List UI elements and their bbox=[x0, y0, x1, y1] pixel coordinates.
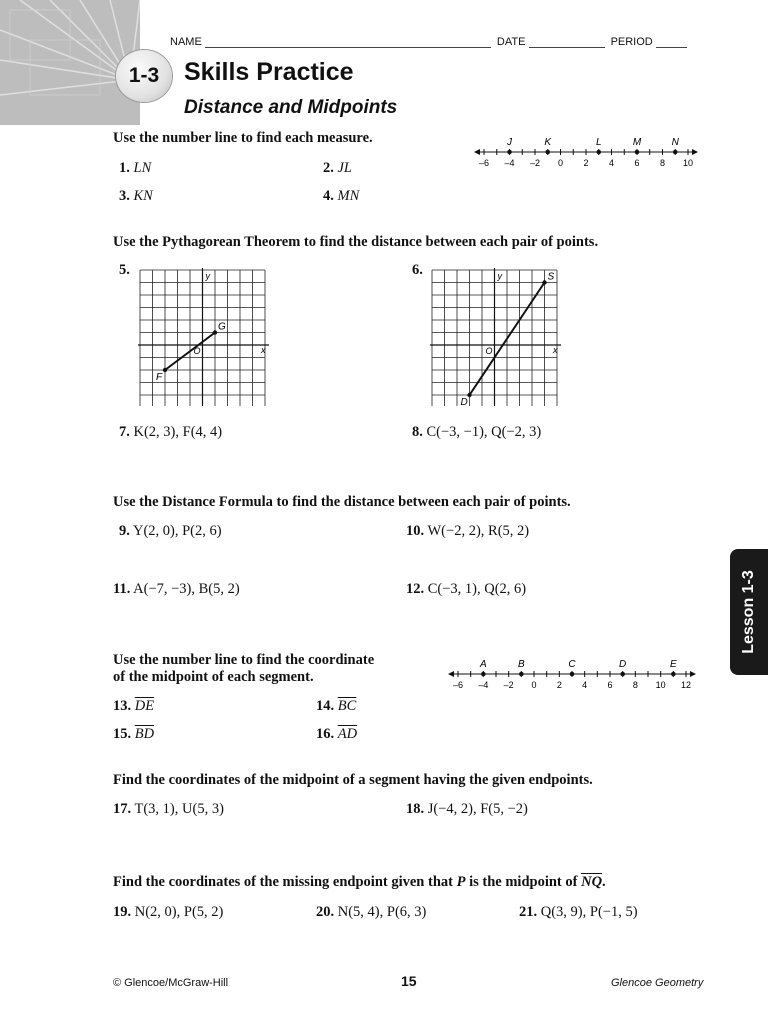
g5-origin-label: O bbox=[193, 346, 201, 356]
footer-book-title: Glencoe Geometry bbox=[611, 977, 704, 989]
problem-12: 12. C(−3, 1), Q(2, 6) bbox=[406, 581, 527, 597]
number-line-2 bbox=[446, 652, 706, 700]
g5-point-G bbox=[213, 330, 217, 334]
problem-9: 9. Y(2, 0), P(2, 6) bbox=[119, 523, 222, 539]
section4-instruction-line2: of the midpoint of each segment. bbox=[113, 669, 314, 685]
graph6-number: 6. bbox=[412, 262, 423, 278]
nl2-tick-label: 10 bbox=[655, 680, 666, 690]
g5-x-label: x bbox=[261, 345, 266, 355]
problem-7: 7. K(2, 3), F(4, 4) bbox=[119, 424, 223, 440]
problem-8: 8. C(−3, −1), Q(−2, 3) bbox=[412, 424, 542, 440]
nl1-point-label: J bbox=[507, 137, 512, 148]
nl2-tick-label: –4 bbox=[478, 680, 489, 690]
name-label: NAME bbox=[170, 36, 202, 48]
nl2-tick-label: 0 bbox=[531, 680, 537, 690]
g6-point-label: S bbox=[547, 271, 555, 283]
nl2-tick-label: 12 bbox=[680, 680, 692, 690]
g6-point-label: D bbox=[460, 397, 468, 406]
nl2-point-C bbox=[570, 672, 575, 677]
problem-1: 1. LN bbox=[119, 160, 152, 176]
g5-point-F bbox=[163, 368, 167, 372]
graph5-number: 5. bbox=[119, 262, 130, 278]
page-subtitle: Distance and Midpoints bbox=[184, 97, 398, 118]
g5-point-label: G bbox=[218, 321, 226, 333]
period-label: PERIOD bbox=[610, 36, 653, 48]
nl1-tick-label: 6 bbox=[634, 158, 640, 168]
nl1-point-label: N bbox=[671, 137, 679, 148]
nl1-tick-label: 0 bbox=[557, 158, 564, 168]
nl1-arrow-right-icon bbox=[692, 149, 698, 155]
g5-point-label: F bbox=[156, 372, 163, 383]
page-number: 15 bbox=[401, 973, 417, 989]
number-line-1 bbox=[470, 130, 710, 178]
problem-19: 19. N(2, 0), P(5, 2) bbox=[113, 904, 224, 920]
lesson-badge: 1-3 bbox=[116, 50, 172, 102]
problem-3: 3. KN bbox=[119, 188, 153, 204]
problem-2: 2. JL bbox=[323, 160, 352, 176]
nl1-tick-label: 10 bbox=[682, 158, 694, 168]
section6-instruction: Find the coordinates of the missing endpoint given that P is the midpoint of $\overline{NQ}$. bbox=[113, 874, 606, 890]
page-title: Skills Practice bbox=[184, 58, 354, 86]
nl1-point-K bbox=[545, 150, 550, 155]
date-label: DATE bbox=[496, 36, 526, 48]
nl1-tick-label: –6 bbox=[478, 158, 490, 168]
coordinate-graph-5 bbox=[136, 266, 271, 406]
nl1-arrow-left-icon bbox=[474, 149, 480, 155]
problem-10: 10. W(−2, 2), R(5, 2) bbox=[406, 523, 530, 539]
problem-16: 16. $\overline{AD}$ bbox=[316, 726, 358, 742]
nl1-tick-label: 4 bbox=[608, 158, 615, 168]
section2-instruction: Use the Pythagorean Theorem to find the distance between each pair of points. bbox=[113, 234, 599, 250]
nl1-point-label: M bbox=[632, 137, 642, 148]
nl1-point-N bbox=[673, 150, 678, 155]
problem-11: 11. A(−7, −3), B(5, 2) bbox=[113, 581, 240, 597]
nl2-point-D bbox=[620, 672, 625, 677]
nl2-point-B bbox=[519, 672, 524, 677]
nl2-point-label: E bbox=[669, 659, 677, 670]
g6-point-D bbox=[467, 393, 471, 397]
nl2-point-E bbox=[671, 672, 676, 677]
g5-y-label: y bbox=[205, 271, 210, 281]
section1-instruction: Use the number line to find each measure. bbox=[113, 130, 373, 146]
nl1-tick-label: 8 bbox=[659, 158, 666, 168]
nl2-tick-label: 6 bbox=[607, 680, 613, 690]
coordinate-graph-6 bbox=[428, 266, 563, 406]
header-fields bbox=[170, 36, 687, 48]
g6-origin-label: O bbox=[485, 346, 493, 356]
problem-18: 18. J(−4, 2), F(5, −2) bbox=[406, 801, 528, 817]
problem-20: 20. N(5, 4), P(6, 3) bbox=[316, 904, 427, 920]
name-field[interactable] bbox=[205, 37, 491, 48]
footer-copyright: © Glencoe/McGraw-Hill bbox=[113, 977, 229, 989]
section4-instruction-line1: Use the number line to find the coordinate bbox=[113, 652, 375, 668]
nl2-tick-label: –6 bbox=[452, 680, 464, 690]
nl2-point-label: D bbox=[619, 659, 627, 670]
nl2-tick-label: 4 bbox=[582, 680, 588, 690]
g6-y-label: y bbox=[497, 271, 502, 281]
nl1-point-M bbox=[635, 150, 640, 155]
date-field[interactable] bbox=[529, 37, 605, 48]
nl2-tick-label: 8 bbox=[632, 680, 638, 690]
problem-14: 14. $\overline{BC}$ bbox=[316, 698, 357, 714]
period-field[interactable] bbox=[656, 37, 687, 48]
problem-4: 4. MN bbox=[323, 188, 360, 204]
problem-21: 21. Q(3, 9), P(−1, 5) bbox=[519, 904, 638, 920]
nl1-point-label: K bbox=[544, 137, 552, 148]
nl2-point-label: B bbox=[517, 659, 525, 670]
nl2-point-label: A bbox=[479, 659, 487, 670]
nl2-point-A bbox=[481, 672, 486, 677]
nl1-tick-label: 2 bbox=[583, 158, 589, 168]
g6-point-S bbox=[542, 280, 546, 284]
nl2-point-label: C bbox=[568, 659, 576, 670]
section5-instruction: Find the coordinates of the midpoint of a segment having the given endpoints. bbox=[113, 772, 593, 788]
nl1-point-L bbox=[596, 150, 601, 155]
nl1-point-J bbox=[507, 150, 512, 155]
problem-15: 15. $\overline{BD}$ bbox=[113, 726, 155, 742]
nl2-arrow-left-icon bbox=[448, 671, 454, 677]
problem-17: 17. T(3, 1), U(5, 3) bbox=[113, 801, 224, 817]
nl1-tick-label: –2 bbox=[529, 158, 541, 168]
nl1-tick-label: –4 bbox=[504, 158, 515, 168]
g6-x-label: x bbox=[553, 345, 558, 355]
nl2-tick-label: 2 bbox=[556, 680, 562, 690]
nl2-tick-label: –2 bbox=[503, 680, 514, 690]
problem-13: 13. $\overline{DE}$ bbox=[113, 698, 155, 714]
nl2-arrow-right-icon bbox=[690, 671, 696, 677]
lesson-side-tab: Lesson 1-3 bbox=[730, 549, 768, 675]
nl1-point-label: L bbox=[595, 137, 602, 148]
section3-instruction: Use the Distance Formula to find the distance between each pair of points. bbox=[113, 494, 571, 510]
